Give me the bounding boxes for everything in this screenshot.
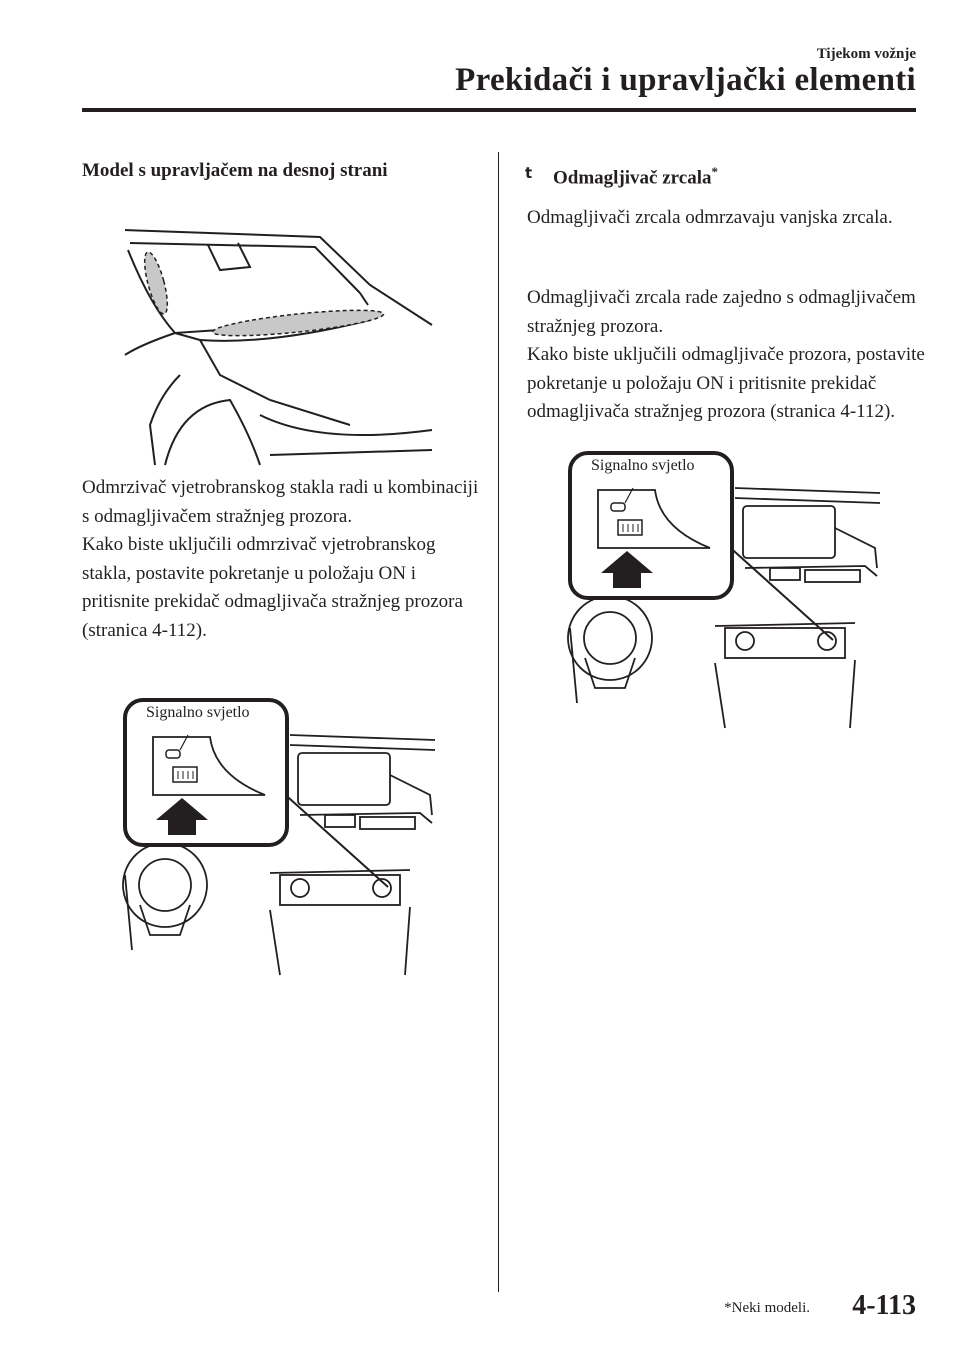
- left-paragraph: Odmrzivač vjetrobranskog stakla radi u kombinaciji s odmagljivačem stražnjeg prozora. Kako biste uključili odmrzivač vjetrobranskog stakla, postavite pokretanje u položaju ON i pritisnite prekidač odmagljivača stražnjeg prozora (stranica 4-112).: [82, 477, 479, 641]
- chapter-title: Tijekom vožnje: [816, 46, 916, 62]
- left-dashboard-illustration: [120, 695, 440, 980]
- right-paragraph-2: Odmagljivači zrcala rade zajedno s odmagljivačem stražnjeg prozora. Kako biste uključili odmagljivače prozora, postavite pokretanje u položaju ON i pritisnite prekidač odmagljivača stražnjeg prozora (stranica 4-112).: [527, 287, 925, 422]
- right-paragraph-1: Odmagljivači zrcala odmrzavaju vanjska zrcala.: [527, 207, 893, 228]
- header-rule: [82, 108, 916, 112]
- left-heading: Model s upravljačem na desnoj strani: [82, 160, 388, 181]
- section-title: Prekidači i upravljački elementi: [455, 62, 916, 98]
- windshield-illustration: [120, 225, 440, 470]
- column-divider: [498, 152, 499, 1292]
- footnote-mark: *: [711, 164, 718, 179]
- right-callout-label: Signalno svjetlo: [591, 457, 695, 474]
- left-callout-label: Signalno svjetlo: [146, 704, 250, 721]
- footnote: *Neki modeli.: [724, 1300, 810, 1316]
- bullet-icon: t: [525, 164, 533, 182]
- right-heading-text: Odmagljivač zrcala: [553, 167, 712, 189]
- right-dashboard-illustration: [565, 448, 885, 733]
- page-number: 4-113: [852, 1290, 916, 1321]
- right-heading: [553, 164, 718, 189]
